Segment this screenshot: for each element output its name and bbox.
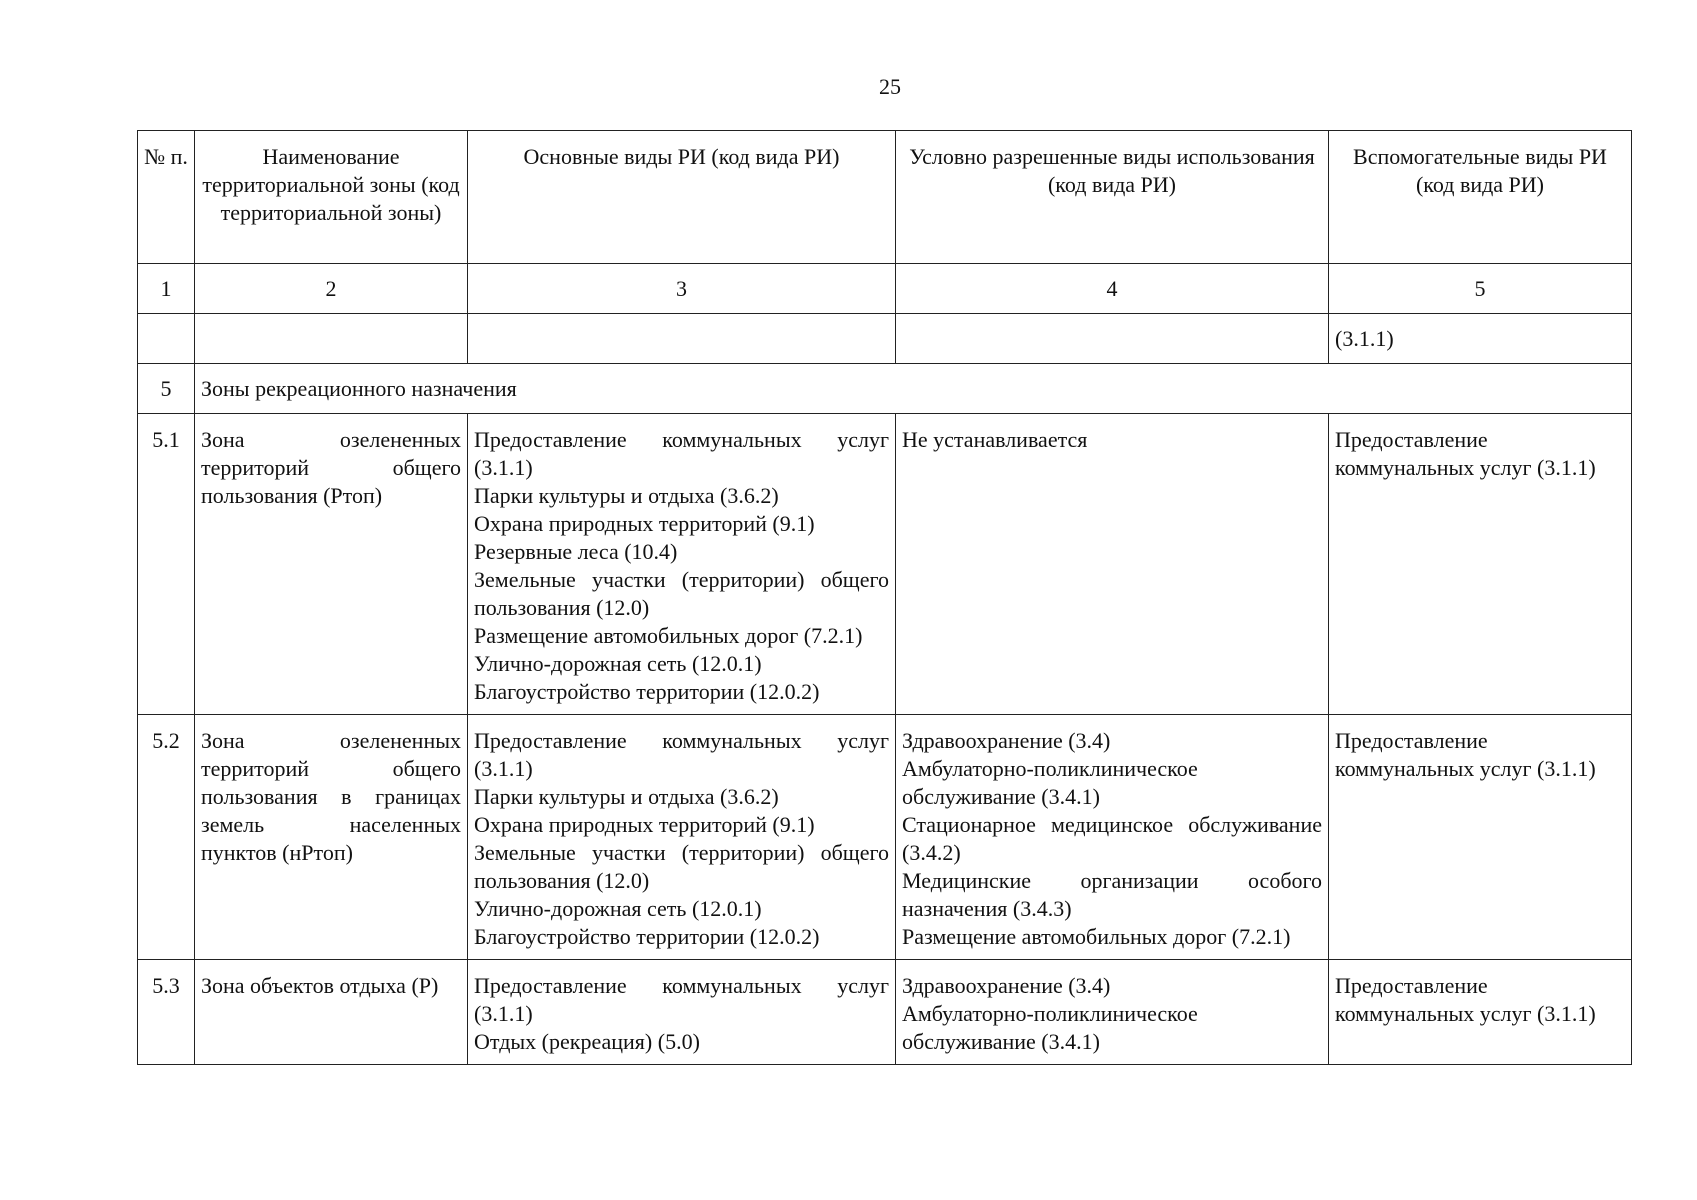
main-use-item: Размещение автомобильных дорог (7.2.1) (474, 623, 863, 648)
continuation-cell (138, 314, 195, 364)
main-use-item: Улично-дорожная сеть (12.0.1) (474, 651, 762, 676)
main-use-item: Земельные участки (территории) общего пользования (12.0) (474, 840, 889, 893)
header-num: № п. (138, 131, 195, 264)
conditional-use-item: Здравоохранение (3.4) (902, 728, 1111, 753)
conditional-use-item: Здравоохранение (3.4) (902, 973, 1111, 998)
main-use-item: Охрана природных территорий (9.1) (474, 511, 815, 536)
section-num: 5 (138, 364, 195, 414)
main-use-item: Охрана природных территорий (9.1) (474, 812, 815, 837)
main-uses-cell (468, 715, 896, 960)
header-main-uses: Основные виды РИ (код вида РИ) (468, 131, 896, 264)
column-number: 4 (896, 264, 1329, 314)
zone-name: Зона объектов отдыха (Р) (195, 960, 468, 1065)
main-use-item: Благоустройство территории (12.0.2) (474, 924, 820, 949)
column-number: 1 (138, 264, 195, 314)
main-uses-cell (468, 960, 896, 1065)
main-use-item: Земельные участки (территории) общего пользования (12.0) (474, 567, 889, 620)
page-number: 25 (879, 74, 901, 99)
zone-name: Зона озелененных территорий общего пользования (Ртоп) (195, 414, 468, 715)
header-conditional-uses: Условно разрешенные виды использования (код вида РИ) (896, 131, 1329, 264)
conditional-use-item: Стационарное медицинское обслуживание (3.4.2) (902, 812, 1322, 865)
main-use-item: Парки культуры и отдыха (3.6.2) (474, 483, 779, 508)
zone-name: Зона озелененных территорий общего пользования в границах земель населенных пунктов (нРтоп) (195, 715, 468, 960)
header-zone-name: Наименование территориальной зоны (код территориальной зоны) (195, 131, 468, 264)
main-use-item: Парки культуры и отдыха (3.6.2) (474, 784, 779, 809)
main-use-item: Предоставление коммунальных услуг (3.1.1) (474, 427, 889, 480)
conditional-use-item: Медицинские организации особого назначения (3.4.3) (902, 868, 1322, 921)
main-use-item: Отдых (рекреация) (5.0) (474, 1029, 700, 1054)
column-number: 2 (195, 264, 468, 314)
conditional-use-item: Размещение автомобильных дорог (7.2.1) (902, 924, 1291, 949)
column-number: 5 (1329, 264, 1632, 314)
auxiliary-uses-cell (1329, 960, 1632, 1065)
main-use-item: Предоставление коммунальных услуг (3.1.1) (474, 973, 889, 1026)
row-num: 5.3 (138, 960, 195, 1065)
conditional-use-item: Не устанавливается (902, 427, 1088, 452)
section-title: Зоны рекреационного назначения (195, 364, 1632, 414)
continuation-cell (896, 314, 1329, 364)
conditional-uses-cell (896, 715, 1329, 960)
table-row (138, 414, 1632, 715)
continuation-cell (468, 314, 896, 364)
main-use-item: Предоставление коммунальных услуг (3.1.1) (474, 728, 889, 781)
conditional-use-item: Амбулаторно-поликлиническое обслуживание (3.4.1) (902, 756, 1198, 809)
main-uses-cell (468, 414, 896, 715)
row-num: 5.2 (138, 715, 195, 960)
conditional-uses-cell (896, 960, 1329, 1065)
auxiliary-use-item: Предоставление коммунальных услуг (3.1.1) (1335, 973, 1596, 1026)
auxiliary-use-item: Предоставление коммунальных услуг (3.1.1) (1335, 427, 1596, 480)
continuation-auxiliary: (3.1.1) (1329, 314, 1632, 364)
conditional-uses-cell (896, 414, 1329, 715)
continuation-cell (195, 314, 468, 364)
main-use-item: Резервные леса (10.4) (474, 539, 678, 564)
header-auxiliary-uses: Вспомогательные виды РИ (код вида РИ) (1329, 131, 1632, 264)
table-row (138, 715, 1632, 960)
conditional-use-item: Амбулаторно-поликлиническое обслуживание (3.4.1) (902, 1001, 1198, 1054)
auxiliary-use-item: Предоставление коммунальных услуг (3.1.1) (1335, 728, 1596, 781)
zones-table (137, 130, 1632, 1065)
column-numbers-row (138, 264, 1632, 314)
table-row (138, 960, 1632, 1065)
section-row (138, 364, 1632, 414)
table-header-row (138, 131, 1632, 264)
main-use-item: Улично-дорожная сеть (12.0.1) (474, 896, 762, 921)
main-use-item: Благоустройство территории (12.0.2) (474, 679, 820, 704)
row-num: 5.1 (138, 414, 195, 715)
auxiliary-uses-cell (1329, 715, 1632, 960)
continuation-row (138, 314, 1632, 364)
column-number: 3 (468, 264, 896, 314)
auxiliary-uses-cell (1329, 414, 1632, 715)
